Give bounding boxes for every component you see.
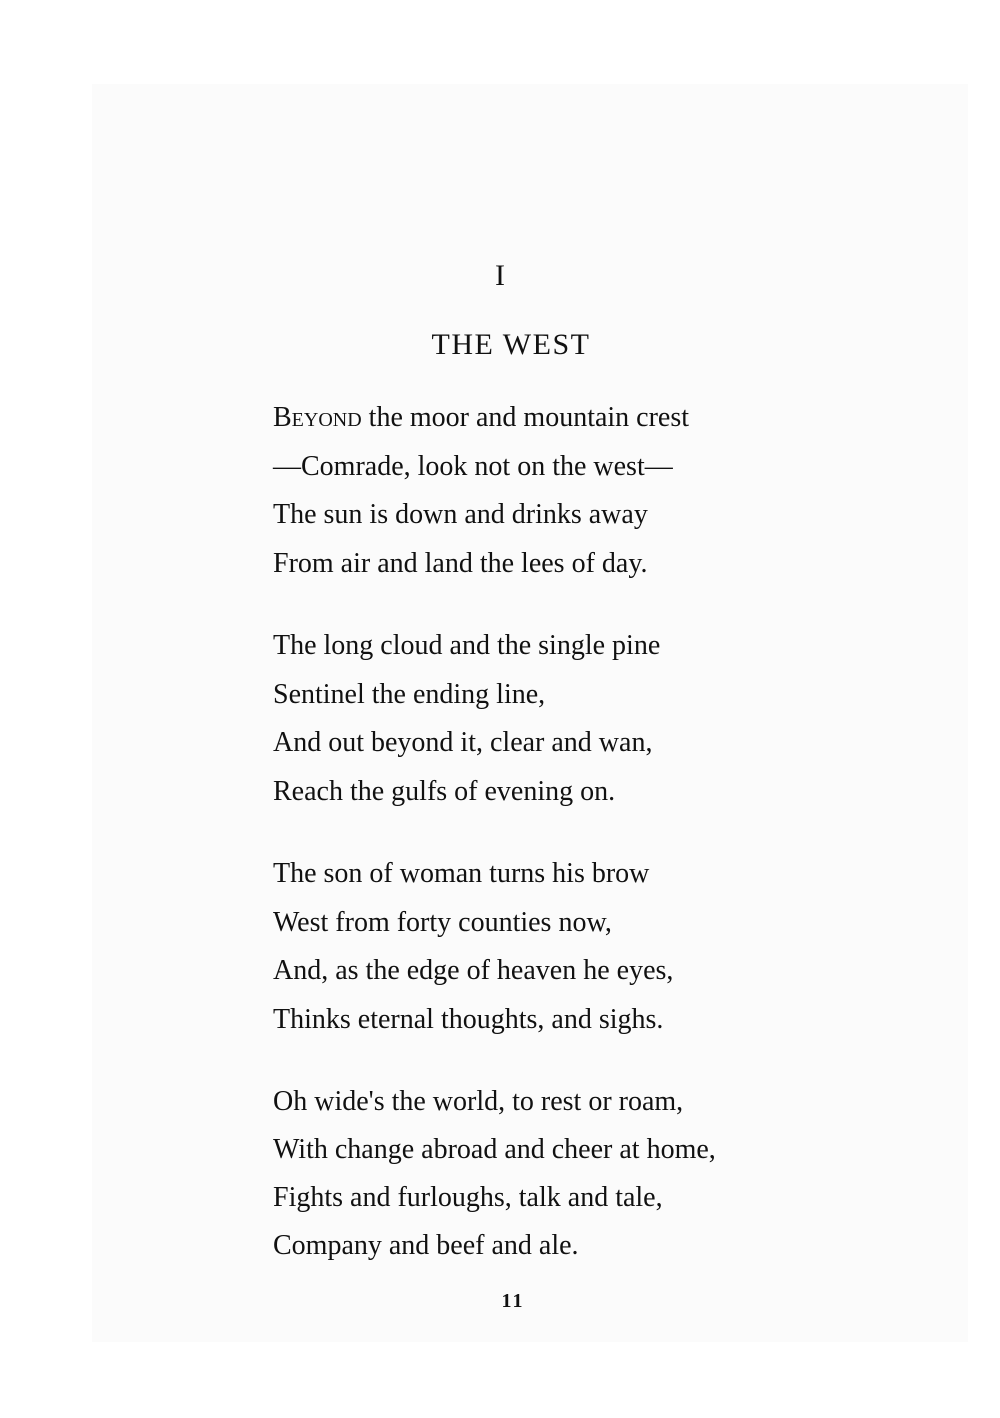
poem-line: With change abroad and cheer at home,	[273, 1134, 716, 1165]
poem-line: And, as the edge of heaven he eyes,	[273, 955, 674, 986]
poem-line: The long cloud and the single pine	[273, 630, 661, 661]
section-number: I	[495, 259, 505, 292]
poem-line: Fights and furloughs, talk and tale,	[273, 1182, 663, 1213]
poem-title: THE WEST	[431, 328, 591, 361]
stanza-4	[273, 1081, 833, 1273]
poem-line: Reach the gulfs of evening on.	[273, 775, 616, 807]
stanza-1	[273, 397, 833, 591]
poem-line: Oh wide's the world, to rest or roam,	[273, 1086, 684, 1117]
poem-line: The sun is down and drinks away	[273, 499, 648, 530]
opening-line-rest: the moor and mountain crest	[361, 402, 690, 433]
poem-line: Thinks eternal thoughts, and sighs.	[273, 1003, 664, 1035]
poem-line: The son of woman turns his brow	[273, 858, 650, 889]
poem-line: Company and beef and ale.	[273, 1230, 579, 1261]
poem-line: —Comrade, look not on the west—	[273, 450, 673, 482]
poem-line	[273, 397, 833, 446]
poem-line: And out beyond it, clear and wan,	[273, 727, 653, 758]
poem-line: West from forty counties now,	[273, 906, 612, 938]
opening-word: Beyond	[273, 402, 362, 433]
poem-line: Sentinel the ending line,	[273, 678, 546, 710]
stanza-3	[273, 853, 833, 1047]
poem-line: From air and land the lees of day.	[273, 547, 648, 579]
stanza-2	[273, 625, 833, 819]
poem-body	[273, 397, 833, 1273]
page-number: 11	[501, 1290, 525, 1312]
